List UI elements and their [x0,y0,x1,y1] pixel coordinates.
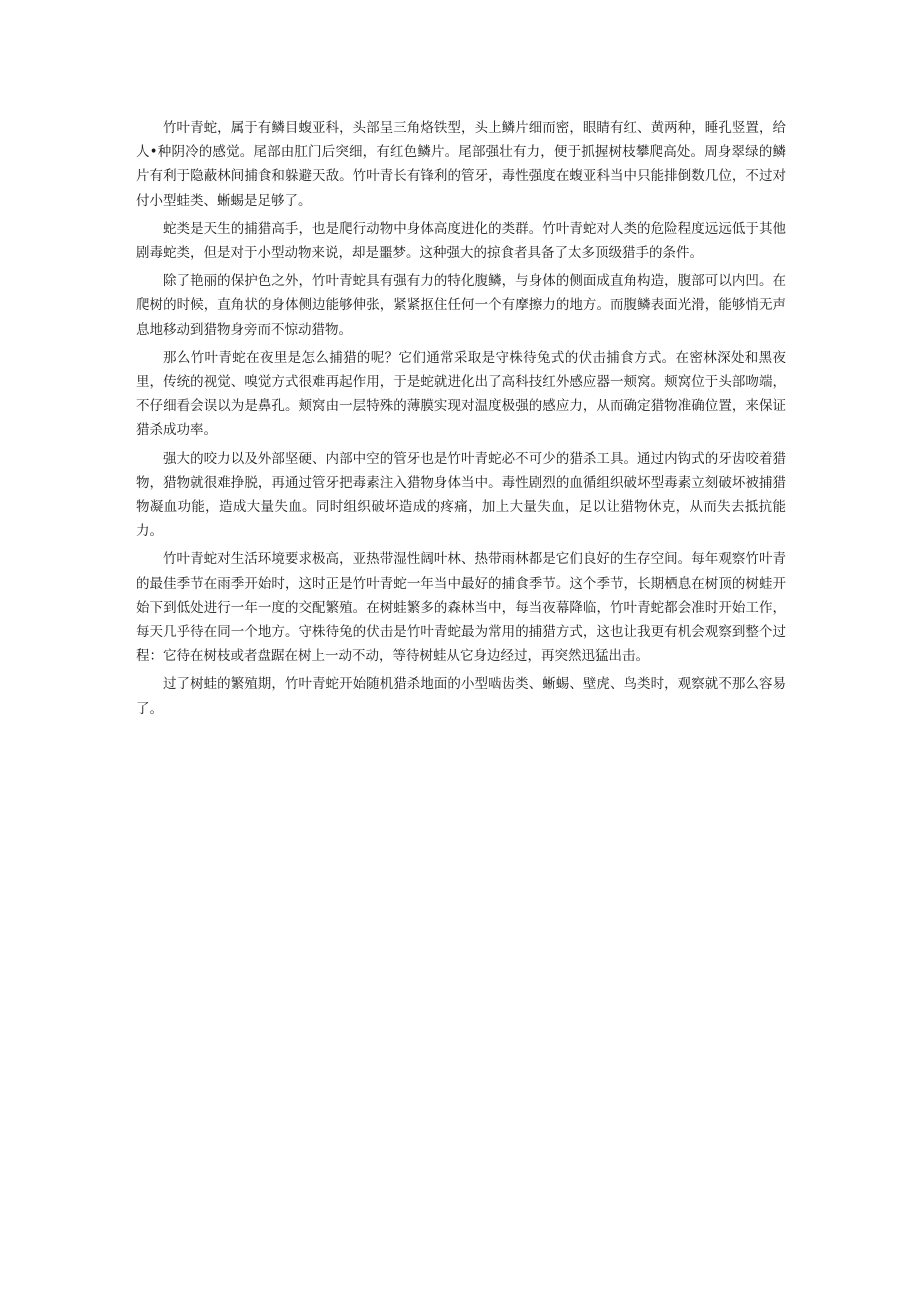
paragraph: 强大的咬力以及外部坚硬、内部中空的管牙也是竹叶青蛇必不可少的猎杀工具。通过内钩式的牙齿咬着猎物，猎物就很难挣脱，再通过管牙把毒素注入猎物身体当中。毒性剧烈的血循组织破坏型毒素立刻破坏被捕猎物凝血功能，造成大量失血。同时组织破坏造成的疼痛，加上大量失血，足以让猎物休克，从而失去抵抗能力。 [136,450,786,540]
paragraph: 那么竹叶青蛇在夜里是怎么捕猎的呢？它们通常采取是守株待兔式的伏击捕食方式。在密林深处和黑夜里，传统的视觉、嗅觉方式很难再起作用，于是蛇就进化出了高科技红外感应器一颊窝。颊窝位于头部吻端，不仔细看会误以为是鼻孔。颊窝由一层特殊的薄膜实现对温度极强的感应力，从而确定猎物准确位置，来保证猎杀成功率。 [136,349,786,439]
paragraph: 除了艳丽的保护色之外，竹叶青蛇具有强有力的特化腹鳞，与身体的侧面成直角构造，腹部可以内凹。在爬树的时候，直角状的身体侧边能够伸张，紧紧抠住任何一个有摩擦力的地方。而腹鳞表面光滑，能够悄无声息地移动到猎物身旁而不惊动猎物。 [136,273,786,338]
paragraph: 竹叶青蛇，属于有鳞目蝮亚科，头部呈三角烙铁型，头上鳞片细而密，眼睛有红、黄两种，睡孔竖置，给人•种阴冷的感觉。尾部由肛门后突细，有红色鳞片。尾部强壮有力，便于抓握树枝攀爬高处。周身翠绿的鳞片有利于隐蔽林间捕食和躲避天敌。竹叶青长有锋利的管牙，毒性强度在蝮亚科当中只能排倒数几位，不过对付小型蛙类、蜥蜴是足够了。 [136,120,786,209]
paragraph: 过了树蛙的繁殖期，竹叶青蛇开始随机猎杀地面的小型啮齿类、蜥蜴、壁虎、鸟类时，观察就不那么容易了。 [136,676,786,717]
paragraph: 蛇类是天生的捕猎高手，也是爬行动物中身体高度进化的类群。竹叶青蛇对人类的危险程度远远低于其他剧毒蛇类，但是对于小型动物来说，却是噩梦。这种强大的掠食者具备了太多顶级猎手的条件。 [136,220,786,262]
paragraph: 竹叶青蛇对生活环境要求极高，亚热带湿性阔叶林、热带雨林都是它们良好的生存空间。每年观察竹叶青的最佳季节在雨季开始时，这时正是竹叶青蛇一年当中最好的捕食季节。这个季节，长期栖息在树顶的树蛙开始下到低处进行一年一度的交配繁殖。在树蛙繁多的森林当中，每当夜幕降临，竹叶青蛇都会准时开始工作，每天几乎待在同一个地方。守株待兔的伏击是竹叶青蛇最为常用的捕猎方式，这也让我更有机会观察到整个过程：它待在树枝或者盘踞在树上一动不动，等待树蛙从它身边经过，再突然迅猛出击。 [136,551,786,665]
article-body [136,116,786,725]
